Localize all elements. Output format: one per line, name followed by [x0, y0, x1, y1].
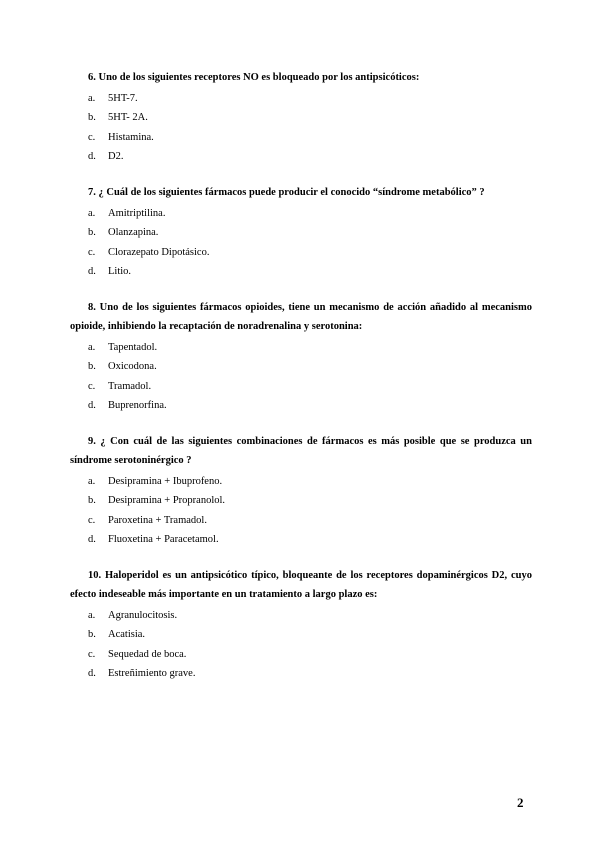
option-item — [70, 472, 532, 491]
option-letter: c. — [88, 246, 96, 258]
question-7 — [70, 183, 532, 281]
option-text: Tapentadol. — [108, 342, 158, 353]
option-text: Tramadol. — [108, 380, 152, 392]
option-item — [70, 511, 532, 530]
option-item — [70, 396, 532, 415]
option-letter: d. — [88, 265, 96, 277]
option-item — [70, 338, 532, 357]
option-letter: a. — [88, 342, 96, 353]
option-letter: b. — [88, 361, 96, 373]
option-item — [70, 89, 532, 108]
option-item — [70, 243, 532, 262]
option-text: Estreñimiento grave. — [108, 667, 196, 679]
question-6 — [70, 68, 532, 166]
option-item — [70, 223, 532, 242]
option-list — [70, 472, 532, 549]
option-letter: d. — [88, 399, 96, 411]
option-item — [70, 108, 532, 127]
question-10 — [70, 566, 532, 683]
option-letter: a. — [88, 208, 96, 219]
question-9 — [70, 432, 532, 549]
option-letter: a. — [88, 93, 96, 104]
option-text: Desipramina + Propranolol. — [108, 495, 226, 507]
option-letter: c. — [88, 380, 96, 392]
option-list — [70, 338, 532, 415]
option-letter: a. — [88, 476, 96, 487]
option-list — [70, 204, 532, 281]
option-letter: b. — [88, 227, 96, 239]
option-item — [70, 530, 532, 549]
option-list — [70, 606, 532, 683]
option-text: Clorazepato Dipotásico. — [108, 246, 210, 258]
option-text: Olanzapina. — [108, 227, 159, 239]
option-list — [70, 89, 532, 166]
option-text: Buprenorfina. — [108, 399, 167, 411]
option-text: Amitriptilina. — [108, 208, 166, 219]
option-item — [70, 491, 532, 510]
question-title: 7. ¿ Cuál de los siguientes fármacos puede producir el conocido “síndrome metabólico” ? — [88, 187, 485, 198]
question-8 — [70, 298, 532, 415]
option-letter: c. — [88, 131, 96, 143]
option-text: Sequedad de boca. — [108, 648, 187, 660]
option-text: D2. — [108, 150, 124, 162]
option-letter: b. — [88, 495, 96, 507]
option-item — [70, 664, 532, 683]
option-text: Acatisia. — [108, 629, 146, 641]
option-letter: a. — [88, 610, 96, 621]
question-title: 8. Uno de los siguientes fármacos opioides, tiene un mecanismo de acción añadido al mecanismo opioide, inhibiendo la recaptación de noradrenalina y serotonina: — [70, 302, 532, 332]
option-item — [70, 262, 532, 281]
option-text: Agranulocitosis. — [108, 610, 178, 621]
option-text: Paroxetina + Tramadol. — [108, 514, 207, 526]
option-letter: b. — [88, 629, 96, 641]
option-item — [70, 645, 532, 664]
option-text: Desipramina + Ibuprofeno. — [108, 476, 223, 487]
option-letter: d. — [88, 667, 96, 679]
option-text: 5HT-7. — [108, 93, 138, 104]
option-item — [70, 625, 532, 644]
option-text: Histamina. — [108, 131, 154, 143]
option-text: Litio. — [108, 265, 132, 277]
question-title: 10. Haloperidol es un antipsicótico típico, bloqueante de los receptores dopaminérgicos D2, cuyo efecto indeseable más importante en un tratamiento a largo plazo es: — [70, 570, 532, 600]
option-item — [70, 147, 532, 166]
question-title: 6. Uno de los siguientes receptores NO es bloqueado por los antipsicóticos: — [88, 72, 420, 83]
option-letter: d. — [88, 533, 96, 545]
option-item — [70, 128, 532, 147]
option-item — [70, 377, 532, 396]
option-letter: b. — [88, 112, 96, 124]
option-item — [70, 606, 532, 625]
option-letter: d. — [88, 150, 96, 162]
page-number: 2 — [517, 795, 524, 810]
option-letter: c. — [88, 648, 96, 660]
option-item — [70, 357, 532, 376]
option-text: 5HT- 2A. — [108, 112, 148, 124]
question-title: 9. ¿ Con cuál de las siguientes combinaciones de fármacos es más posible que se produzca un síndrome serotoninérgico ? — [70, 436, 532, 466]
option-letter: c. — [88, 514, 96, 526]
option-text: Oxicodona. — [108, 361, 157, 373]
option-item — [70, 204, 532, 223]
option-text: Fluoxetina + Paracetamol. — [108, 533, 219, 545]
